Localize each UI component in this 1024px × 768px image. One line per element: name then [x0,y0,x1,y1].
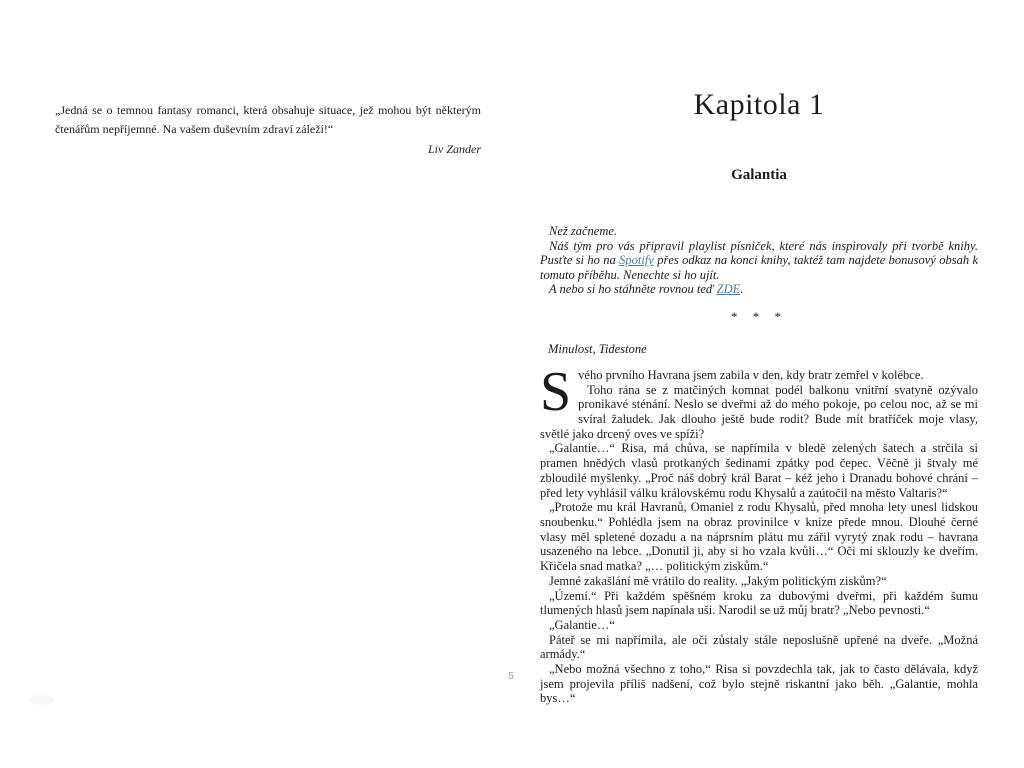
scene-label: Minulost, Tidestone [548,341,647,356]
page-number: 5 [508,671,514,682]
quote-attribution: Liv Zander [427,142,481,156]
drop-cap: S [540,360,572,423]
body-paragraph: Toho rána se z matčiných komnat podél balkonu vnitřní svatyně ozývalo pronikavé sténání. Neslo se dveřmi až do mého pokoje, po celou noc, až se mi svíral žaludek. Jak dlouho ještě bude rodit? Bude mít bratříček moje vlasy, světlé jako drcený oves ve spíži? [540,382,978,441]
body-paragraph: „Galantie…“ [549,617,615,632]
spotify-link[interactable]: Spotify [619,253,654,268]
zde-download-link[interactable]: ZDE [716,282,741,297]
publisher-note-paragraph [540,239,978,283]
note-text: Náš tým pro vás připravil playlist písniček, které nás inspirovaly při tvorbě knihy. Pusťte si ho na [540,238,978,268]
chapter-title: Kapitola 1 [693,88,825,121]
section-title: Galantia [731,167,787,183]
body-paragraph: „Nebo možná všechno z toho,“ Risa si povzdechla tak, jak to často dělávala, když jsem projevila příliš nadšení, což bylo stejně riskantní jako běh. „Galantie, mohla bys…“ [540,662,978,706]
faint-watermark-smudge [28,695,54,705]
scene-separator: * * * [731,308,787,324]
dropcap-block [540,360,978,442]
content-warning-quote: „Jedná se o temnou fantasy romanci, která obsahuje situace, jež mohou být některým čtenářům nepříjemné. Na vašem duševním zdraví záleží!“ [55,103,481,136]
body-paragraph: „Galantie…“ Risa, má chůva, se napřímila v bledě zelených šatech a strčila si pramen hnědých vlasů protkaných šedinami zpátky pod čepec. Věčně ji štvaly mé zbloudilé myšlenky. „Proč náš dobrý král Barat – kéž jeho i Dranadu bohové chrání – před lety vyhlásil válku královskému rodu Khysalů a zaútočil na město Valtaris?“ [540,441,978,500]
body-paragraph: vého prvního Havrana jsem zabila v den, kdy bratr zemřel v kolébce. [578,367,924,382]
chapter-body [540,360,978,706]
body-paragraph: „Protože mu král Havranů, Omaniel z rodu Khysalů, před mnoha lety unesl lidskou snoubenku.“ Pohlédla jsem na obraz provinilce v knize přede mnou. Dlouhé černé vlasy měl spletené dozadu a na náprsním plátu mu zářil vyrytý znak rodu – havrana usazeného na lebce. „Donutil ji, aby si ho vzala kvůli…“ Oči mi sklouzly ke dveřím. Křičela snad matka? „… politickým ziskům.“ [540,500,978,574]
left-page-quote-block [55,101,481,157]
publisher-note-paragraph [540,282,978,297]
publisher-note [540,224,978,297]
note-text: A nebo si ho stáhněte rovnou teď [549,282,717,297]
note-text: přes odkaz na konci knihy, taktéž tam najdete bonusový obsah k tomuto příběhu. Nenechte si ho ujít. [540,253,979,282]
body-paragraph: Jemné zakašlání mě vrátilo do reality. „Jakým politickým ziskům?“ [549,573,887,588]
publisher-note-line: Než začneme. [549,224,618,238]
note-text: . [740,282,744,297]
body-paragraph: Páteř se mi napřímila, ale oči zůstaly stále neposlušně upřené na dveře. „Možná armády.“ [540,632,978,662]
body-paragraph: „Území.“ Při každém spěšném kroku za dubovými dveřmi, při každém šumu tlumených hlasů jsem napínala uši. Narodil se už můj bratr? „Nebo pevnosti.“ [540,588,978,618]
right-page [540,88,978,706]
